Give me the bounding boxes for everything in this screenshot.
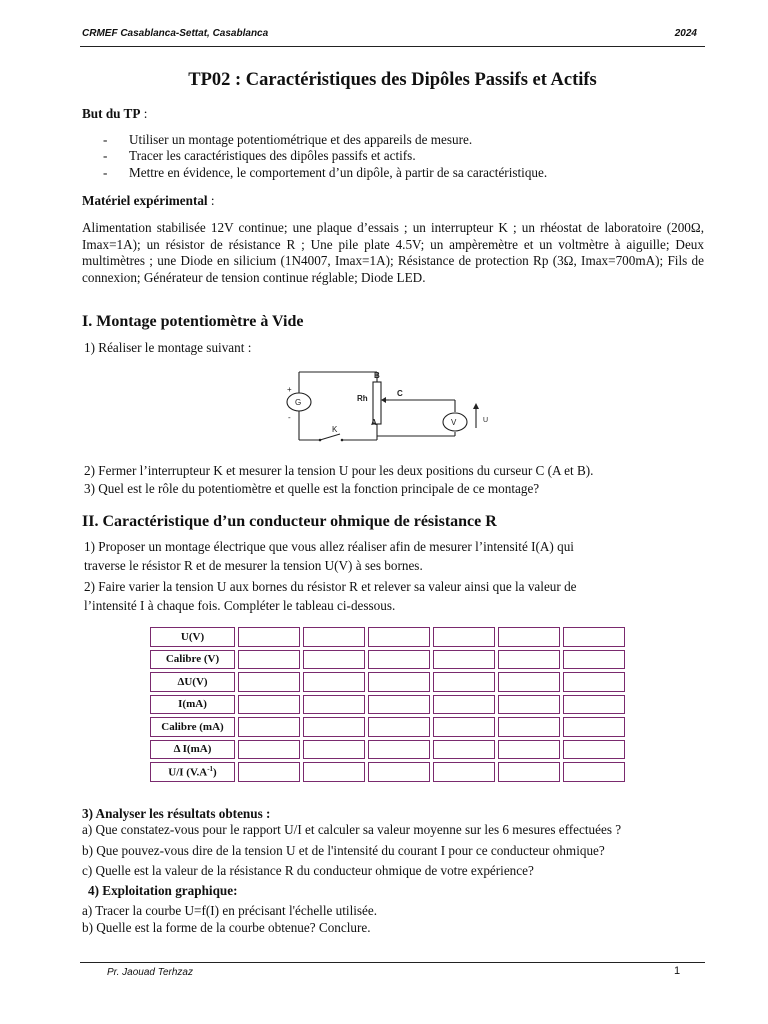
- section3-b: b) Que pouvez-vous dire de la tension U et de l'intensité du courant I pour ce conducteur ohmique?: [82, 843, 605, 858]
- materiel-heading: [82, 193, 215, 210]
- table-cell[interactable]: [238, 762, 300, 782]
- footer-author: Pr. Jaouad Terhzaz: [107, 967, 193, 978]
- potentiometer-circuit-diagram: [280, 362, 510, 448]
- table-cell[interactable]: [303, 717, 365, 737]
- cursor-arrow-icon: [381, 397, 386, 403]
- table-cell[interactable]: [433, 762, 495, 782]
- table-cell[interactable]: [433, 717, 495, 737]
- materiel-colon: :: [207, 193, 215, 208]
- table-row: [150, 672, 625, 692]
- table-cell[interactable]: [563, 695, 625, 715]
- page-title: TP02 : Caractéristiques des Dipôles Passifs et Actifs: [188, 70, 597, 90]
- table-cell[interactable]: [368, 717, 430, 737]
- table-cell[interactable]: [563, 650, 625, 670]
- section4-a: a) Tracer la courbe U=f(I) en précisant l'échelle utilisée.: [82, 903, 378, 918]
- materiel-text: Alimentation stabilisée 12V continue; une plaque d’essais ; un interrupteur K ; un rhéostat de laboratoire (200Ω, Imax=1A); un résistor de résistance R ; Une pile plate 4.5V; un ampèremètre et un voltmètre à aiguille; Deux multimètres ; une Diode en silicium (1N4007, Imax=1A); Résistance de protection Rp (3Ω, Imax=700mA); Fils de connexion; Générateur de tension continue réglable; Diode LED.: [82, 220, 704, 285]
- table-cell[interactable]: [498, 650, 560, 670]
- section2-q1-line2: traverse le résistor R et de mesurer la tension U(V) à ses bornes.: [84, 558, 423, 573]
- table-cell[interactable]: [433, 740, 495, 760]
- section3-title: 3) Analyser les résultats obtenus :: [82, 806, 271, 821]
- but-colon: :: [140, 106, 148, 121]
- but-label: But du TP: [82, 106, 141, 121]
- table-row: [150, 627, 625, 647]
- table-cell[interactable]: [433, 650, 495, 670]
- footer-rule: [80, 962, 705, 963]
- row-label-calibre-v: Calibre (V): [150, 650, 235, 670]
- section2-title: II. Caractéristique d’un conducteur ohmique de résistance R: [82, 513, 497, 530]
- row-label-u-over-i: U/I $(V.A^{-1})$: [150, 762, 235, 782]
- table-cell[interactable]: [238, 717, 300, 737]
- row-label-delta-u: ΔU(V): [150, 672, 235, 692]
- measurement-table: [147, 624, 628, 785]
- table-cell[interactable]: [368, 627, 430, 647]
- header-year: 2024: [674, 28, 697, 39]
- row-label-i: I(mA): [150, 695, 235, 715]
- generator-minus-label: -: [288, 413, 291, 422]
- table-cell[interactable]: [498, 762, 560, 782]
- generator-plus-label: +: [287, 385, 292, 394]
- row-label-u: U(V): [150, 627, 235, 647]
- but-item-3: Mettre en évidence, le comportement d’un dipôle, à partir de sa caractéristique.: [129, 165, 548, 180]
- section1-q1: 1) Réaliser le montage suivant :: [84, 340, 252, 355]
- switch-k-label: K: [332, 425, 338, 434]
- header-rule: [80, 46, 705, 47]
- table-cell[interactable]: [303, 695, 365, 715]
- section1-q3: 3) Quel est le rôle du potentiomètre et quelle est la fonction principale de ce montage?: [84, 481, 540, 496]
- row-label-delta-i: Δ I(mA): [150, 740, 235, 760]
- section2-q2-line1: 2) Faire varier la tension U aux bornes du résistor R et relever sa valeur ainsi que la valeur de: [84, 579, 577, 594]
- generator-label: G: [295, 398, 302, 407]
- table-cell[interactable]: [498, 627, 560, 647]
- table-row: [150, 695, 625, 715]
- table-cell[interactable]: [238, 740, 300, 760]
- page-number: 1: [674, 965, 681, 977]
- table-cell[interactable]: [563, 672, 625, 692]
- table-cell[interactable]: [238, 695, 300, 715]
- table-cell[interactable]: [368, 762, 430, 782]
- section2-q2-line2: l’intensité I à chaque fois. Compléter le tableau ci-dessous.: [84, 598, 396, 613]
- table-cell[interactable]: [303, 627, 365, 647]
- voltage-u-label: U: [483, 417, 489, 424]
- materiel-label: Matériel expérimental: [82, 193, 208, 208]
- header-institution: CRMEF Casablanca-Settat, Casablanca: [82, 28, 269, 39]
- table-cell[interactable]: [563, 627, 625, 647]
- table-cell[interactable]: [498, 695, 560, 715]
- table-cell[interactable]: [368, 672, 430, 692]
- section2-q1-line1: 1) Proposer un montage électrique que vous allez réaliser afin de mesurer l’intensité I(A) qui: [84, 539, 574, 554]
- row-label-calibre-ma: Calibre (mA): [150, 717, 235, 737]
- table-row: [150, 717, 625, 737]
- table-cell[interactable]: [238, 650, 300, 670]
- table-cell[interactable]: [368, 740, 430, 760]
- section3-c: c) Quelle est la valeur de la résistance R du conducteur ohmique de votre expérience?: [82, 863, 534, 878]
- section3-a: a) Que constatez-vous pour le rapport U/I et calculer sa valeur moyenne sur les 6 mesures effectuées ?: [82, 822, 622, 837]
- table-cell[interactable]: [433, 695, 495, 715]
- table-row: [150, 740, 625, 760]
- table-cell[interactable]: [498, 672, 560, 692]
- terminal-a-label: A: [371, 418, 377, 427]
- section1-title: I. Montage potentiomètre à Vide: [82, 313, 304, 330]
- table-cell[interactable]: [303, 672, 365, 692]
- terminal-b-label: B: [374, 371, 380, 380]
- table-cell[interactable]: [498, 717, 560, 737]
- table-cell[interactable]: [433, 672, 495, 692]
- table-cell[interactable]: [238, 627, 300, 647]
- section1-q2: 2) Fermer l’interrupteur K et mesurer la tension U pour les deux positions du curseur C (A et B).: [84, 463, 594, 478]
- table-cell[interactable]: [368, 695, 430, 715]
- but-heading: [82, 106, 147, 123]
- rheostat-label: Rh: [357, 394, 368, 403]
- table-cell[interactable]: [303, 740, 365, 760]
- table-cell[interactable]: [433, 627, 495, 647]
- table-cell[interactable]: [303, 762, 365, 782]
- cursor-c-label: C: [397, 389, 403, 398]
- table-cell[interactable]: [368, 650, 430, 670]
- arrow-up-icon: [473, 403, 479, 409]
- section4-title: 4) Exploitation graphique:: [88, 883, 238, 898]
- table-row: [150, 650, 625, 670]
- table-cell[interactable]: [563, 717, 625, 737]
- table-cell[interactable]: [563, 740, 625, 760]
- table-cell[interactable]: [238, 672, 300, 692]
- table-cell[interactable]: [498, 740, 560, 760]
- section4-b: b) Quelle est la forme de la courbe obtenue? Conclure.: [82, 920, 371, 935]
- voltmeter-label: V: [451, 418, 457, 427]
- but-item-2: Tracer les caractéristiques des dipôles passifs et actifs.: [129, 148, 416, 163]
- table-row: [150, 762, 625, 782]
- but-item-1: Utiliser un montage potentiométrique et des appareils de mesure.: [129, 132, 473, 147]
- table-cell[interactable]: [563, 762, 625, 782]
- table-cell[interactable]: [303, 650, 365, 670]
